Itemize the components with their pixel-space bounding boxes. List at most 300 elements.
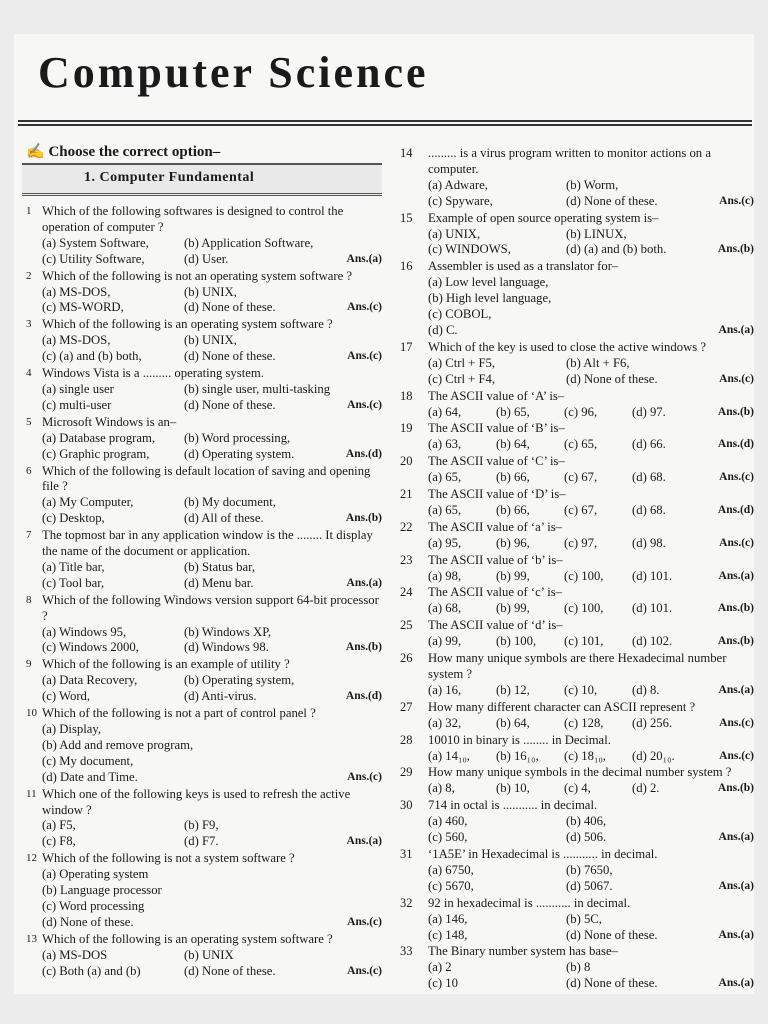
option-text: (b) 99, bbox=[496, 601, 530, 616]
option-text: (c) Ctrl + F4, bbox=[428, 371, 496, 386]
question-item bbox=[26, 366, 382, 414]
answer-key: Ans.(c) bbox=[719, 471, 754, 484]
instruction-text: Choose the correct option– bbox=[48, 144, 221, 160]
answer-key: Ans.(c) bbox=[719, 372, 754, 385]
option-text: (a) 8, bbox=[428, 781, 455, 796]
option-text: (a) 95, bbox=[428, 535, 462, 550]
option-text: (b) UNIX bbox=[184, 947, 234, 962]
question-line bbox=[400, 259, 754, 275]
question-text: Which one of the following keys is used to refresh the active window ? bbox=[42, 786, 351, 817]
option-row bbox=[400, 275, 754, 291]
option-text: (b) High level language, bbox=[428, 291, 552, 306]
option-row bbox=[26, 689, 382, 705]
question-text: How many unique symbols are there Hexadecimal number system ? bbox=[428, 651, 727, 681]
option-row bbox=[400, 194, 754, 210]
question-item bbox=[26, 593, 382, 657]
option-text: (c) multi-user bbox=[42, 397, 112, 412]
question-text: ......... is a virus program written to monitor actions on a computer. bbox=[428, 146, 711, 176]
question-number: 3 bbox=[26, 318, 32, 331]
question-number: 24 bbox=[400, 585, 413, 600]
option-row bbox=[26, 673, 382, 689]
option-text: (d) None of these. bbox=[566, 976, 658, 991]
option-text: (c) F8, bbox=[42, 834, 76, 849]
option-text: (b) Language processor bbox=[42, 883, 162, 898]
option-text: (a) Ctrl + F5, bbox=[428, 355, 496, 370]
option-text: (d) 101. bbox=[632, 601, 673, 616]
question-text: Windows Vista is a ......... operating system. bbox=[42, 366, 264, 381]
question-text: 714 in octal is ........... in decimal. bbox=[428, 798, 598, 813]
option-text: (d) 68. bbox=[632, 502, 666, 517]
option-text: (b) F9, bbox=[184, 818, 219, 833]
option-text: (d) 2. bbox=[632, 781, 660, 796]
option-text: (a) F5, bbox=[42, 818, 76, 833]
option-text: (c) Both (a) and (b) bbox=[42, 963, 141, 978]
question-text: The Binary number system has base– bbox=[428, 944, 618, 959]
option-text: (c) 100, bbox=[564, 568, 604, 583]
question-number: 16 bbox=[400, 259, 413, 274]
question-text: Which of the following is an operating system software ? bbox=[42, 931, 333, 946]
option-text: (b) Status bar, bbox=[184, 559, 256, 574]
question-line bbox=[26, 932, 382, 948]
question-text: 10010 in binary is ........ in Decimal. bbox=[428, 732, 611, 747]
option-text: (d) None of these. bbox=[566, 371, 658, 386]
option-text: (a) 99, bbox=[428, 634, 462, 649]
question-line bbox=[400, 211, 754, 227]
question-text: Which of the following is an operating system software ? bbox=[42, 317, 333, 332]
question-text: Assembler is used as a translator for– bbox=[428, 259, 619, 274]
question-text: The ASCII value of ‘b’ is– bbox=[428, 552, 563, 567]
option-row bbox=[26, 236, 382, 252]
question-text: How many unique symbols in the decimal number system ? bbox=[428, 765, 732, 780]
answer-key: Ans.(d) bbox=[345, 447, 382, 460]
question-line bbox=[26, 317, 382, 333]
question-text: Which of the following is not an operating system software ? bbox=[42, 268, 353, 283]
option-text: (c) Word processing bbox=[42, 898, 145, 913]
option-text: (c) 148, bbox=[428, 927, 468, 942]
option-text: (b) 66, bbox=[496, 470, 530, 485]
question-item bbox=[400, 651, 754, 699]
option-text: (a) 460, bbox=[428, 814, 468, 829]
question-item bbox=[26, 706, 382, 786]
question-line bbox=[400, 585, 754, 601]
option-text: (a) Adware, bbox=[428, 177, 488, 192]
question-line bbox=[26, 204, 382, 236]
question-item bbox=[400, 733, 754, 765]
question-line bbox=[400, 733, 754, 749]
question-line bbox=[400, 944, 754, 960]
question-text: Which of the following is not a part of control panel ? bbox=[42, 706, 316, 721]
option-text: (b) 64, bbox=[496, 715, 530, 730]
option-row bbox=[400, 242, 754, 258]
question-line bbox=[400, 798, 754, 814]
question-number: 33 bbox=[400, 944, 413, 959]
option-text: (c) MS-WORD, bbox=[42, 300, 124, 315]
question-number: 27 bbox=[400, 699, 413, 714]
question-item bbox=[26, 787, 382, 851]
question-line bbox=[26, 464, 382, 496]
option-text: (d) User. bbox=[184, 251, 229, 266]
option-text: (c) Tool bar, bbox=[42, 575, 105, 590]
option-text: (c) 96, bbox=[564, 404, 598, 419]
option-row bbox=[400, 928, 754, 944]
option-row bbox=[26, 447, 382, 463]
option-text: (d) Date and Time. bbox=[42, 769, 138, 784]
option-text: (c) Utility Software, bbox=[42, 251, 145, 266]
question-text: The ASCII value of ‘d’ is– bbox=[428, 618, 563, 633]
answer-key: Ans.(a) bbox=[346, 835, 382, 848]
option-text: (a) Title bar, bbox=[42, 559, 105, 574]
option-text: (a) 65, bbox=[428, 502, 462, 517]
question-item bbox=[400, 340, 754, 388]
answer-key: Ans.(c) bbox=[347, 915, 382, 928]
question-number: 19 bbox=[400, 421, 413, 436]
question-text: Which of the following is an example of utility ? bbox=[42, 657, 290, 672]
question-item bbox=[26, 269, 382, 317]
option-text: (d) (a) and (b) both. bbox=[566, 242, 667, 257]
option-row bbox=[400, 749, 754, 765]
option-text: (a) Windows 95, bbox=[42, 624, 127, 639]
question-text: Microsoft Windows is an– bbox=[42, 414, 177, 429]
question-line bbox=[400, 146, 754, 178]
question-item bbox=[400, 520, 754, 552]
question-item bbox=[400, 700, 754, 732]
question-number: 30 bbox=[400, 798, 413, 813]
question-text: The ASCII value of ‘D’ is– bbox=[428, 487, 566, 502]
option-text: (c) 100, bbox=[564, 601, 604, 616]
option-row bbox=[26, 511, 382, 527]
option-row bbox=[26, 285, 382, 301]
answer-key: Ans.(a) bbox=[718, 879, 754, 892]
option-text: (a) System Software, bbox=[42, 235, 149, 250]
option-row bbox=[400, 323, 754, 339]
option-text: (c) COBOL, bbox=[428, 307, 492, 322]
question-line bbox=[400, 340, 754, 356]
answer-key: Ans.(c) bbox=[347, 770, 382, 783]
answer-key: Ans.(c) bbox=[719, 716, 754, 729]
question-item bbox=[400, 847, 754, 895]
option-row bbox=[26, 818, 382, 834]
answer-key: Ans.(a) bbox=[718, 928, 754, 941]
option-text: (a) 2 bbox=[428, 960, 452, 975]
option-text: (d) 256. bbox=[632, 715, 673, 730]
question-line bbox=[400, 618, 754, 634]
option-text: (c) 97, bbox=[564, 535, 598, 550]
question-line bbox=[26, 657, 382, 673]
answer-key: Ans.(c) bbox=[719, 194, 754, 207]
option-text: (c) 4, bbox=[564, 781, 591, 796]
answer-key: Ans.(c) bbox=[719, 749, 754, 762]
option-text: (b) 65, bbox=[496, 404, 530, 419]
question-item bbox=[400, 146, 754, 210]
option-row bbox=[400, 536, 754, 552]
question-item bbox=[400, 487, 754, 519]
option-text: (d) None of these. bbox=[184, 300, 276, 315]
question-number: 9 bbox=[26, 658, 32, 671]
option-text: (d) 98. bbox=[632, 535, 666, 550]
option-row bbox=[26, 915, 382, 931]
option-text: (d) 66. bbox=[632, 437, 666, 452]
question-item bbox=[400, 944, 754, 992]
option-text: (d) Anti-virus. bbox=[184, 689, 257, 704]
question-line bbox=[26, 366, 382, 382]
option-text: (b) Alt + F6, bbox=[566, 355, 630, 370]
question-line bbox=[26, 528, 382, 560]
option-row bbox=[400, 178, 754, 194]
section-banner bbox=[22, 163, 382, 196]
question-number: 15 bbox=[400, 210, 413, 225]
question-line bbox=[400, 487, 754, 503]
option-text: (c) My document, bbox=[42, 753, 134, 768]
option-text: (d) F7. bbox=[184, 834, 219, 849]
option-row bbox=[26, 576, 382, 592]
option-row bbox=[400, 227, 754, 243]
option-row bbox=[26, 625, 382, 641]
option-text: (b) 12, bbox=[496, 682, 530, 697]
option-text: (c) 65, bbox=[564, 437, 598, 452]
question-text: Which of the following is default location of saving and opening file ? bbox=[42, 463, 371, 494]
option-row bbox=[400, 601, 754, 617]
question-number: 4 bbox=[26, 367, 32, 380]
option-row bbox=[26, 640, 382, 656]
option-text: (a) Data Recovery, bbox=[42, 673, 138, 688]
option-text: (d) C. bbox=[428, 322, 458, 337]
option-text: (b) LINUX, bbox=[566, 226, 627, 241]
option-text: (a) Database program, bbox=[42, 430, 156, 445]
question-item bbox=[26, 657, 382, 705]
question-number: 1 bbox=[26, 205, 32, 217]
option-text: (a) 32, bbox=[428, 715, 462, 730]
option-row bbox=[26, 738, 382, 754]
option-row bbox=[400, 863, 754, 879]
option-text: (d) None of these. bbox=[566, 193, 658, 208]
question-number: 7 bbox=[26, 529, 32, 542]
option-text: (b) Word processing, bbox=[184, 430, 291, 445]
option-row bbox=[400, 960, 754, 976]
option-row bbox=[400, 372, 754, 388]
option-row bbox=[400, 781, 754, 797]
question-text: The ASCII value of ‘c’ is– bbox=[428, 585, 563, 600]
answer-key: Ans.(a) bbox=[718, 323, 754, 336]
question-text: Which of the following is not a system software ? bbox=[42, 851, 295, 866]
option-text: (c) 5670, bbox=[428, 878, 474, 893]
option-text: (b) Operating system, bbox=[184, 673, 295, 688]
question-number: 10 bbox=[26, 707, 37, 720]
question-number: 25 bbox=[400, 618, 413, 633]
option-text: (b) UNIX, bbox=[184, 284, 237, 299]
answer-key: Ans.(b) bbox=[717, 782, 754, 795]
question-text: ‘1A5E’ in Hexadecimal is ........... in decimal. bbox=[428, 846, 658, 861]
option-row bbox=[400, 634, 754, 650]
option-row bbox=[400, 912, 754, 928]
option-text: (a) MS-DOS, bbox=[42, 333, 111, 348]
option-row bbox=[400, 814, 754, 830]
question-item bbox=[400, 896, 754, 944]
option-text: (c) Graphic program, bbox=[42, 446, 150, 461]
question-item bbox=[400, 454, 754, 486]
option-text: (c) WINDOWS, bbox=[428, 242, 511, 257]
option-text: (d) None of these. bbox=[184, 397, 276, 412]
answer-key: Ans.(b) bbox=[717, 602, 754, 615]
option-text: (d) 8. bbox=[632, 682, 660, 697]
question-number: 13 bbox=[26, 932, 37, 945]
answer-key: Ans.(b) bbox=[717, 635, 754, 648]
question-item bbox=[26, 851, 382, 931]
option-text: (c) Spyware, bbox=[428, 193, 493, 208]
right-question-column bbox=[400, 146, 754, 993]
option-text: (b) 96, bbox=[496, 535, 530, 550]
question-line bbox=[400, 454, 754, 470]
option-row bbox=[26, 883, 382, 899]
answer-key: Ans.(a) bbox=[718, 683, 754, 696]
option-text: (b) 16₁₀, bbox=[496, 748, 539, 763]
question-line bbox=[400, 896, 754, 912]
answer-key: Ans.(a) bbox=[346, 576, 382, 589]
option-text: (c) 67, bbox=[564, 470, 598, 485]
option-row bbox=[26, 398, 382, 414]
option-text: (a) MS-DOS, bbox=[42, 284, 111, 299]
answer-key: Ans.(a) bbox=[718, 831, 754, 844]
option-text: (b) 64, bbox=[496, 437, 530, 452]
option-row bbox=[400, 291, 754, 307]
option-row bbox=[26, 834, 382, 850]
question-number: 14 bbox=[400, 146, 413, 160]
option-row bbox=[26, 495, 382, 511]
section-title: 1. Computer Fundamental bbox=[84, 170, 255, 185]
question-text: How many different character can ASCII represent ? bbox=[428, 699, 696, 714]
question-number: 12 bbox=[26, 852, 37, 865]
option-text: (b) 66, bbox=[496, 502, 530, 517]
question-item bbox=[400, 765, 754, 797]
option-text: (a) 68, bbox=[428, 601, 462, 616]
option-text: (b) 99, bbox=[496, 568, 530, 583]
option-row bbox=[400, 405, 754, 421]
option-text: (c) 18₁₀, bbox=[564, 748, 606, 763]
question-item bbox=[26, 464, 382, 528]
question-number: 28 bbox=[400, 732, 413, 747]
option-text: (a) 16, bbox=[428, 682, 462, 697]
question-number: 5 bbox=[26, 415, 32, 428]
instruction-heading: ✍ Choose the correct option– bbox=[26, 144, 221, 160]
question-number: 26 bbox=[400, 651, 413, 666]
answer-key: Ans.(c) bbox=[347, 350, 382, 363]
question-text: The ASCII value of ‘A’ is– bbox=[428, 388, 565, 403]
option-row bbox=[400, 569, 754, 585]
question-item bbox=[26, 932, 382, 980]
option-text: (b) My document, bbox=[184, 495, 276, 510]
question-line bbox=[26, 415, 382, 431]
option-row bbox=[26, 754, 382, 770]
question-line bbox=[400, 553, 754, 569]
option-text: (a) 6750, bbox=[428, 862, 474, 877]
question-number: 29 bbox=[400, 765, 413, 780]
title-rule bbox=[18, 120, 752, 130]
question-item bbox=[26, 204, 382, 268]
option-text: (d) None of these. bbox=[184, 349, 276, 364]
answer-key: Ans.(c) bbox=[347, 398, 382, 411]
option-text: (b) UNIX, bbox=[184, 333, 237, 348]
question-item bbox=[400, 259, 754, 339]
option-text: (c) 10, bbox=[564, 682, 598, 697]
option-text: (d) 102. bbox=[632, 634, 673, 649]
question-number: 32 bbox=[400, 895, 413, 910]
question-text: Which of the key is used to close the active windows ? bbox=[428, 339, 706, 354]
option-text: (d) None of these. bbox=[184, 963, 276, 978]
option-row bbox=[26, 252, 382, 268]
option-text: (d) None of these. bbox=[566, 927, 658, 942]
option-text: (c) (a) and (b) both, bbox=[42, 349, 142, 364]
question-item bbox=[26, 317, 382, 365]
option-row bbox=[400, 307, 754, 323]
option-text: (a) 14₁₀, bbox=[428, 748, 470, 763]
option-text: (a) UNIX, bbox=[428, 226, 481, 241]
option-row bbox=[26, 382, 382, 398]
question-number: 11 bbox=[26, 787, 37, 800]
option-text: (a) 98, bbox=[428, 568, 462, 583]
answer-key: Ans.(d) bbox=[345, 690, 382, 703]
option-text: (b) Worm, bbox=[566, 177, 619, 192]
option-text: (d) 101. bbox=[632, 568, 673, 583]
option-text: (a) single user bbox=[42, 381, 114, 396]
question-item bbox=[400, 798, 754, 846]
question-number: 20 bbox=[400, 454, 413, 469]
option-row bbox=[26, 560, 382, 576]
question-text: Which of the following Windows version support 64-bit processor ? bbox=[42, 592, 379, 623]
answer-key: Ans.(b) bbox=[717, 405, 754, 418]
question-item bbox=[400, 211, 754, 259]
question-line bbox=[400, 765, 754, 781]
page-title: Computer Science bbox=[38, 48, 429, 97]
answer-key: Ans.(c) bbox=[347, 301, 382, 314]
option-row bbox=[400, 683, 754, 699]
option-text: (d) 68. bbox=[632, 470, 666, 485]
question-text: 92 in hexadecimal is ........... in decimal. bbox=[428, 895, 631, 910]
option-row bbox=[400, 470, 754, 486]
option-text: (d) 20₁₀. bbox=[632, 748, 675, 763]
option-text: (c) Desktop, bbox=[42, 511, 105, 526]
question-number: 17 bbox=[400, 339, 413, 354]
option-row bbox=[26, 867, 382, 883]
option-text: (b) single user, multi-tasking bbox=[184, 381, 331, 396]
question-line bbox=[400, 700, 754, 716]
option-row bbox=[26, 431, 382, 447]
left-question-column bbox=[26, 204, 382, 981]
question-number: 21 bbox=[400, 487, 413, 502]
option-text: (b) 8 bbox=[566, 960, 591, 975]
option-text: (d) Menu bar. bbox=[184, 575, 254, 590]
answer-key: Ans.(b) bbox=[345, 512, 382, 525]
option-text: (a) 64, bbox=[428, 404, 462, 419]
question-line bbox=[400, 651, 754, 683]
question-number: 8 bbox=[26, 593, 32, 606]
option-text: (d) 506. bbox=[566, 830, 607, 845]
option-row bbox=[26, 964, 382, 980]
option-text: (b) 7650, bbox=[566, 862, 613, 877]
option-row bbox=[26, 770, 382, 786]
option-text: (d) 5067. bbox=[566, 878, 613, 893]
question-number: 23 bbox=[400, 552, 413, 567]
answer-key: Ans.(a) bbox=[346, 252, 382, 265]
option-row bbox=[400, 879, 754, 895]
question-number: 18 bbox=[400, 388, 413, 403]
question-number: 22 bbox=[400, 519, 413, 534]
option-text: (b) 5C, bbox=[566, 911, 602, 926]
answer-key: Ans.(d) bbox=[717, 438, 754, 451]
option-row bbox=[400, 356, 754, 372]
question-text: The ASCII value of ‘a’ is– bbox=[428, 519, 563, 534]
question-line bbox=[400, 389, 754, 405]
option-row bbox=[400, 830, 754, 846]
option-text: (d) None of these. bbox=[42, 914, 134, 929]
